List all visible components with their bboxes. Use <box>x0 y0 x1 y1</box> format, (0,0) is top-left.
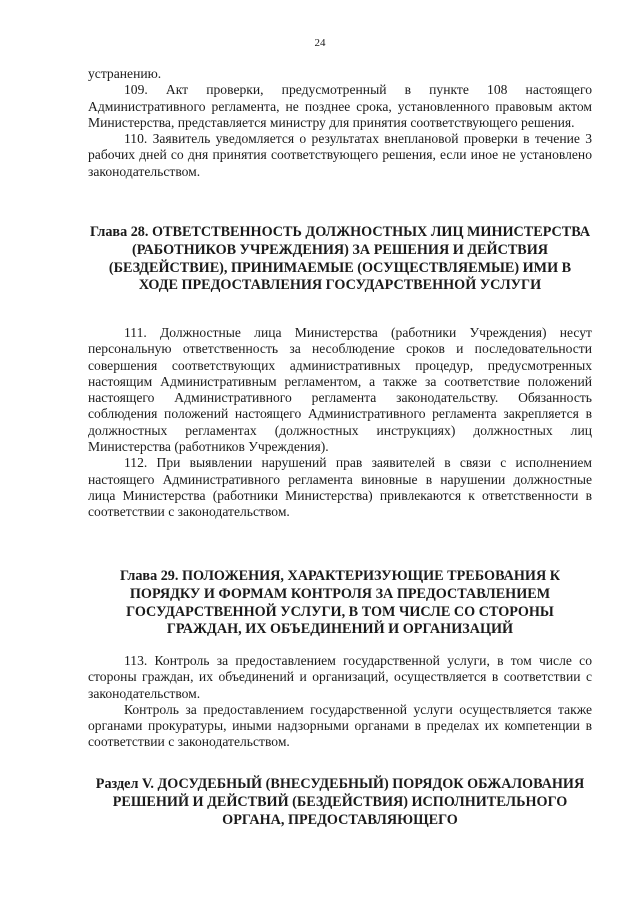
paragraph-111: 111. Должностные лица Министерства (работники Учреждения) несут персональную ответственность за несоблюдение сроков и последовательности совершения соответствующих административных процедур, предусмотренных настоящим Административным регламентом, а также за соответствие положений настоящего Административного регламента законодательству. Обязанность соблюдения положений настоящего Административного регламента закрепляется в должностных регламентах (должностных инструкциях) должностных лиц Министерства (работников Учреждения). <box>88 325 592 455</box>
paragraph-112: 112. При выявлении нарушений прав заявителей в связи с исполнением настоящего Административного регламента виновные в нарушении должностные лица Министерства (работники Министерства) привлекаются к ответственности в соответствии с законодательством. <box>88 455 592 520</box>
text-block-top <box>88 66 592 180</box>
paragraph-113-continued: Контроль за предоставлением государственной услуги осуществляется также органами прокуратуры, иными надзорными органами в пределах их компетенции в соответствии с законодательством. <box>88 701 592 750</box>
text-block-chapter-28 <box>88 325 592 521</box>
chapter-28-heading: Глава 28. ОТВЕТСТВЕННОСТЬ ДОЛЖНОСТНЫХ ЛИЦ МИНИСТЕРСТВА (РАБОТНИКОВ УЧРЕЖДЕНИЯ) ЗА РЕШЕНИЯ И ДЕЙСТВИЯ (БЕЗДЕЙСТВИЕ), ПРИНИМАЕМЫЕ (ОСУЩЕСТВЛЯЕМЫЕ) ИМИ В ХОДЕ ПРЕДОСТАВЛЕНИЯ ГОСУДАРСТВЕННОЙ УСЛУГИ <box>89 224 591 294</box>
paragraph-continuation: устранению. <box>88 66 162 81</box>
paragraph-109: 109. Акт проверки, предусмотренный в пункте 108 настоящего Административного регламента, не позднее срока, установленного правовым актом Министерства, представляется министру для принятия соответствующего решения. <box>88 82 592 130</box>
section-5-heading: Раздел V. ДОСУДЕБНЫЙ (ВНЕСУДЕБНЫЙ) ПОРЯДОК ОБЖАЛОВАНИЯ РЕШЕНИЙ И ДЕЙСТВИЙ (БЕЗДЕЙСТВИЯ) ИСПОЛНИТЕЛЬНОГО ОРГАНА, ПРЕДОСТАВЛЯЮЩЕГО <box>95 776 585 828</box>
paragraph-110: 110. Заявитель уведомляется о результатах внеплановой проверки в течение 3 рабочих дней со дня принятия соответствующего решения, если иное не установлено законодательством. <box>88 131 592 179</box>
page-number: 24 <box>314 37 326 49</box>
chapter-29-heading: Глава 29. ПОЛОЖЕНИЯ, ХАРАКТЕРИЗУЮЩИЕ ТРЕБОВАНИЯ К ПОРЯДКУ И ФОРМАМ КОНТРОЛЯ ЗА ПРЕДОСТАВЛЕНИЕМ ГОСУДАРСТВЕННОЙ УСЛУГИ, В ТОМ ЧИСЛЕ СО СТОРОНЫ ГРАЖДАН, ИХ ОБЪЕДИНЕНИЙ И ОРГАНИЗАЦИЙ <box>119 568 561 638</box>
paragraph-113: 113. Контроль за предоставлением государственной услуги, в том числе со стороны граждан, их объединений и организаций, осуществляется в соответствии с законодательством. <box>88 653 592 701</box>
text-block-chapter-29 <box>88 653 592 751</box>
